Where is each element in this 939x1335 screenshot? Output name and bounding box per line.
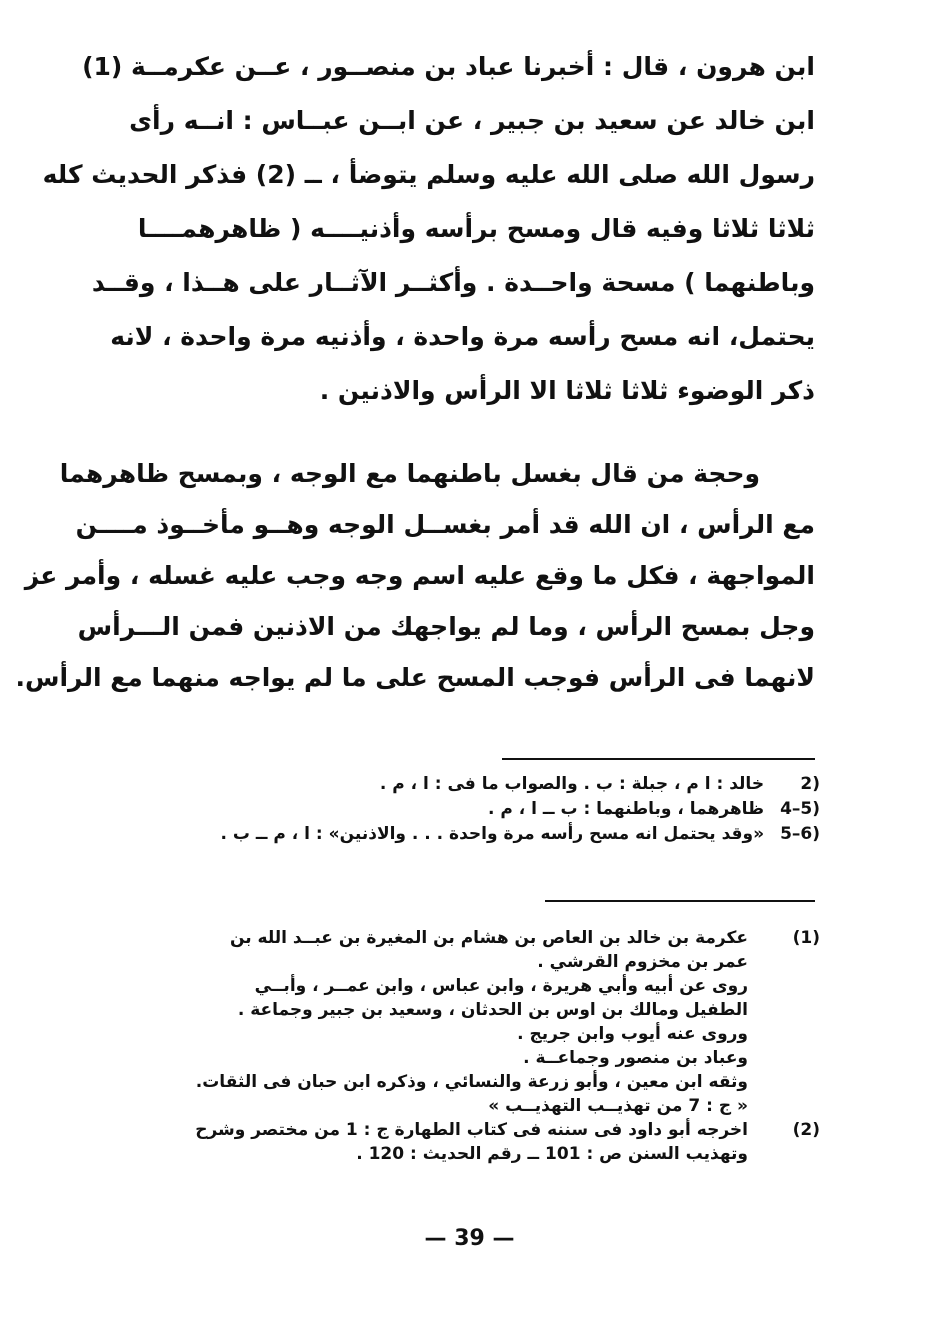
variant-number: 5–6) [780,824,820,844]
variants-divider [502,758,815,760]
footnote-line: روى عن أبيه وأبي هريرة ، وابن عباس ، وابن عمــر ، وأبــي [254,976,748,996]
footnote-line: اخرجه أبو داود فى سننه فى كتاب الطهارة ج : 1 من مختصر وشرح [195,1120,748,1140]
variant-number: 2) [800,774,820,794]
text-line: رسول الله صلى الله عليه وسلم يتوضأ ، ــ (2) فذكر الحديث كله [42,160,815,189]
footnote-line: وعباد بن منصور وجماعــة . [523,1048,748,1068]
variant-text: خالد : ا م ، جبلة : ب . والصواب ما فى : ا ، م . [379,774,765,794]
footnote-line: الطفيل ومالك بن اوس بن الحدثان ، وسعيد بن جبير وجماعة . [237,1000,748,1020]
footnote-line: « ج : 7 من تهذيــب التهذيــب » [488,1096,748,1116]
footnote-line: وثقه ابن معين ، وأبو زرعة والنسائي ، وذكره ابن حبان فى الثقات. [195,1072,748,1092]
text-line: مع الرأس ، ان الله قد أمر بغســل الوجه وهــو مأخــوذ مــــن [75,510,815,539]
footnote-1 [150,926,820,1118]
variant-text: ظاهرهما ، وباطنهما : ب ــ ا ، م . [488,799,765,819]
footnotes-divider [545,900,815,902]
variant-text: «وقد يحتمل انه مسح رأسه مرة واحدة . . . والاذنين» : ا ، م ــ ب . [220,824,765,844]
footnote-number: (2) [792,1120,820,1140]
variant-number: 4–5) [780,799,820,819]
main-paragraph-1 [42,40,815,418]
text-line: يحتمل، انه مسح رأسه مرة واحدة ، وأذنيه مرة واحدة ، لانه [110,322,815,351]
variant-row [150,822,820,847]
text-line: وحجة من قال بغسل باطنهما مع الوجه ، وبمسح ظاهرهما [59,459,760,488]
footnote-number: (1) [792,928,820,948]
page-number: — 39 — [424,1226,515,1251]
text-line: لانهما فى الرأس فوجب المسح على ما لم يواجه منهما مع الرأس. [15,663,815,692]
text-line: المواجهة ، فكل ما وقع عليه اسم وجه وجب عليه غسله ، وأمر عز [24,561,815,590]
text-line: ابن خالد عن سعيد بن جبير ، عن ابــن عبــاس : انــه رأى [129,106,815,135]
text-line: ابن هرون ، قال : أخبرنا عباد بن منصــور ، عــن عكرمــة (1) [82,52,815,81]
text-line: وجل بمسح الرأس ، وما لم يواجهك من الاذنين فمن الـــرأس [77,612,815,641]
footnote-2 [150,1118,820,1166]
text-line: ذكر الوضوء ثلاثا ثلاثا الا الرأس والاذنين . [319,376,815,405]
footnote-line: عكرمة بن خالد بن العاص بن هشام بن المغيرة بن عبــد الله بن [229,928,748,948]
footnotes [150,926,820,1166]
text-line: وباطنهما ) مسحة واحــدة . وأكثــر الآثــار على هــذا ، وقــد [91,268,815,297]
variant-row [150,772,820,797]
text-line: ثلاثا ثلاثا وفيه قال ومسح برأسه وأذنيــــه ( ظاهرهمــــا [137,214,815,243]
textual-variants [150,772,820,847]
variant-row [150,797,820,822]
main-paragraph-2 [15,448,815,703]
footnote-line: وروى عنه أيوب وابن جريج . [517,1024,748,1044]
footnote-line: عمر بن مخزوم القرشي . [537,952,748,972]
footnote-line: وتهذيب السنن ص : 101 ــ رقم الحديث : 120 . [356,1144,748,1164]
